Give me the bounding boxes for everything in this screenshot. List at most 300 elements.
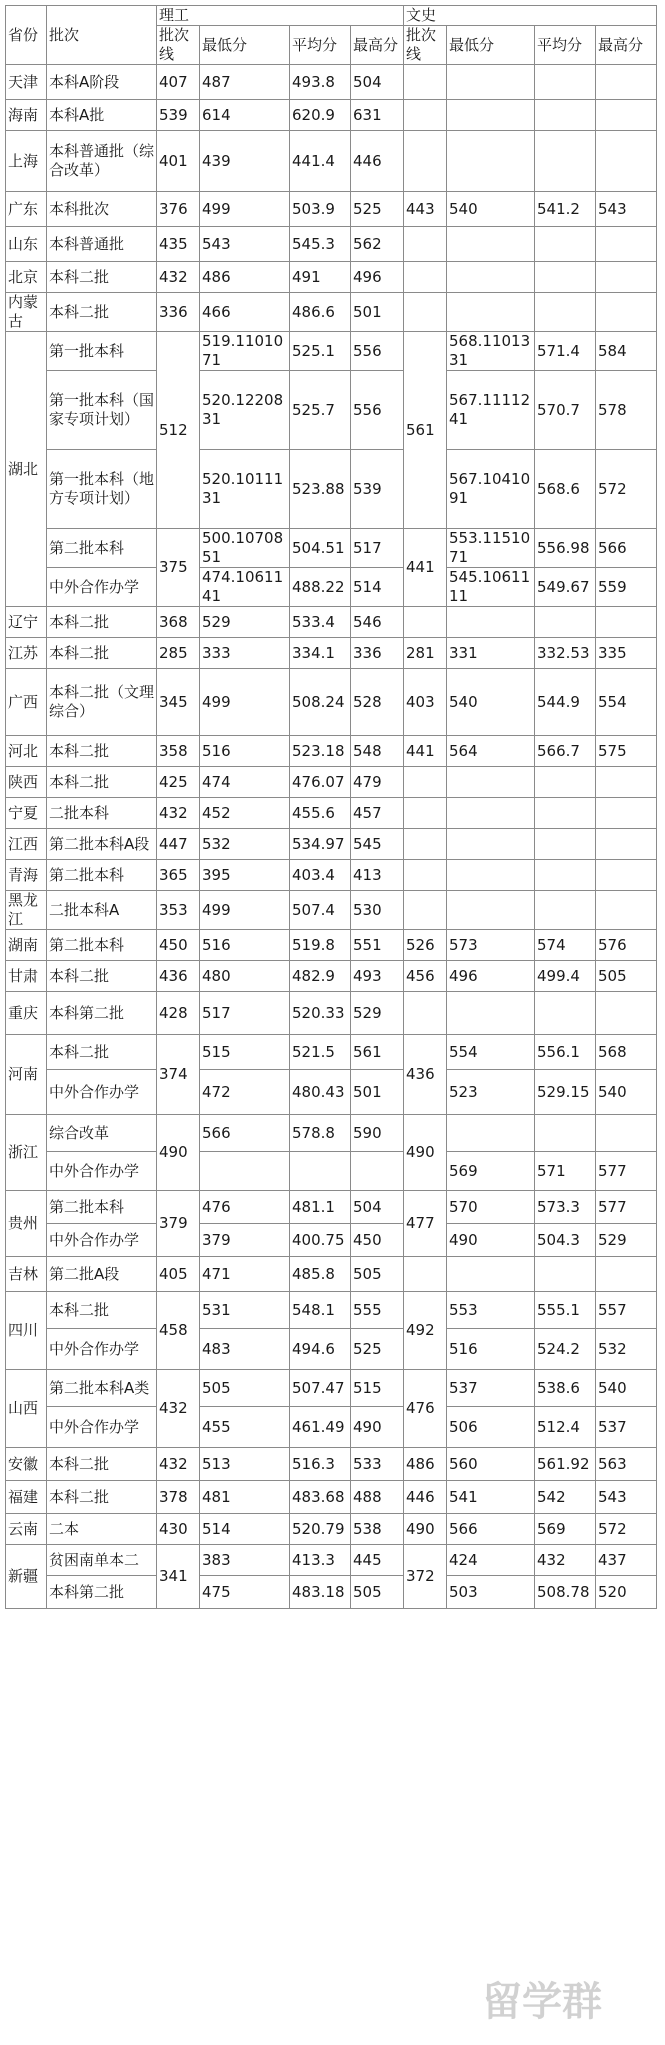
cell-batch: 本科二批 (47, 1448, 157, 1481)
cell-province: 吉林 (6, 1257, 47, 1292)
cell-sci-line: 345 (157, 669, 200, 736)
watermark-logo (437, 1973, 647, 2033)
cell-lib-avg: 544.9 (535, 669, 596, 736)
cell-lib-max: 537 (596, 1407, 657, 1448)
header-batch: 批次 (47, 6, 157, 65)
cell-lib-min (447, 992, 535, 1035)
cell-batch: 本科二批 (47, 767, 157, 798)
cell-lib-min: 553.1151071 (447, 529, 535, 568)
cell-sci-avg: 413.3 (290, 1545, 351, 1576)
cell-lib-max (596, 829, 657, 860)
cell-sci-min: 475 (200, 1576, 290, 1609)
cell-lib-min (447, 767, 535, 798)
cell-province: 河南 (6, 1035, 47, 1115)
cell-lib-avg: 549.67 (535, 568, 596, 607)
cell-lib-min: 331 (447, 638, 535, 669)
cell-sci-line: 341 (157, 1545, 200, 1609)
cell-batch: 第二批本科A段 (47, 829, 157, 860)
cell-sci-max: 517 (351, 529, 404, 568)
table-row (6, 1035, 657, 1070)
cell-sci-avg: 486.6 (290, 293, 351, 332)
cell-sci-line: 407 (157, 65, 200, 100)
cell-sci-min: 515 (200, 1035, 290, 1070)
cell-batch: 本科批次 (47, 192, 157, 227)
table-row (6, 829, 657, 860)
cell-sci-line: 490 (157, 1115, 200, 1191)
cell-sci-min: 543 (200, 227, 290, 262)
header-science: 理工 (157, 6, 404, 26)
cell-sci-min: 487 (200, 65, 290, 100)
cell-sci-avg: 503.9 (290, 192, 351, 227)
cell-lib-max: 566 (596, 529, 657, 568)
cell-sci-avg: 504.51 (290, 529, 351, 568)
cell-lib-avg (535, 829, 596, 860)
cell-sci-max: 548 (351, 736, 404, 767)
cell-lib-min: 573 (447, 930, 535, 961)
table-row (6, 607, 657, 638)
table-row (6, 1191, 657, 1224)
cell-sci-min: 513 (200, 1448, 290, 1481)
cell-sci-max: 590 (351, 1115, 404, 1152)
cell-lib-max: 557 (596, 1292, 657, 1329)
cell-sci-avg: 494.6 (290, 1329, 351, 1370)
cell-lib-min: 424 (447, 1545, 535, 1576)
cell-sci-avg: 519.8 (290, 930, 351, 961)
cell-sci-avg: 482.9 (290, 961, 351, 992)
cell-sci-line: 432 (157, 798, 200, 829)
cell-lib-avg: 541.2 (535, 192, 596, 227)
cell-sci-avg: 476.07 (290, 767, 351, 798)
cell-batch: 第二批本科 (47, 529, 157, 568)
cell-sci-line: 512 (157, 332, 200, 529)
cell-lib-min: 554 (447, 1035, 535, 1070)
cell-lib-min: 566 (447, 1514, 535, 1545)
cell-sci-avg: 525.7 (290, 371, 351, 450)
cell-lib-min: 537 (447, 1370, 535, 1407)
cell-lib-min (447, 607, 535, 638)
cell-sci-max: 457 (351, 798, 404, 829)
cell-batch: 第二批本科 (47, 930, 157, 961)
cell-lib-line: 490 (404, 1115, 447, 1191)
cell-lib-line (404, 798, 447, 829)
cell-sci-min: 383 (200, 1545, 290, 1576)
cell-lib-max: 554 (596, 669, 657, 736)
cell-lib-min (447, 293, 535, 332)
cell-sci-max: 525 (351, 1329, 404, 1370)
cell-lib-max: 575 (596, 736, 657, 767)
cell-lib-avg (535, 65, 596, 100)
cell-sci-max: 555 (351, 1292, 404, 1329)
cell-sci-line: 353 (157, 891, 200, 930)
table-row (6, 1481, 657, 1514)
cell-sci-line: 432 (157, 1370, 200, 1448)
cell-province: 四川 (6, 1292, 47, 1370)
cell-sci-avg: 545.3 (290, 227, 351, 262)
cell-sci-min: 466 (200, 293, 290, 332)
table-row (6, 1115, 657, 1152)
cell-sci-min: 395 (200, 860, 290, 891)
cell-lib-min: 516 (447, 1329, 535, 1370)
cell-province: 内蒙古 (6, 293, 47, 332)
cell-lib-max: 532 (596, 1329, 657, 1370)
table-row (6, 293, 657, 332)
table-row (6, 529, 657, 568)
cell-sci-max: 501 (351, 1070, 404, 1115)
cell-sci-line: 436 (157, 961, 200, 992)
cell-sci-avg: 620.9 (290, 100, 351, 131)
cell-lib-line: 281 (404, 638, 447, 669)
cell-batch: 本科二批 (47, 293, 157, 332)
cell-lib-line: 492 (404, 1292, 447, 1370)
cell-batch: 本科二批 (47, 736, 157, 767)
cell-lib-max: 572 (596, 450, 657, 529)
table-row (6, 669, 657, 736)
cell-lib-avg: 570.7 (535, 371, 596, 450)
cell-lib-max (596, 1115, 657, 1152)
cell-sci-avg: 483.68 (290, 1481, 351, 1514)
cell-sci-min (200, 1152, 290, 1191)
cell-sci-avg: 493.8 (290, 65, 351, 100)
cell-lib-avg: 568.6 (535, 450, 596, 529)
cell-lib-avg: 512.4 (535, 1407, 596, 1448)
cell-province: 天津 (6, 65, 47, 100)
cell-batch: 第二批本科A类 (47, 1370, 157, 1407)
cell-batch: 贫困南单本二 (47, 1545, 157, 1576)
cell-sci-line: 285 (157, 638, 200, 669)
cell-lib-avg: 574 (535, 930, 596, 961)
cell-batch: 第二批本科 (47, 860, 157, 891)
cell-lib-avg (535, 992, 596, 1035)
cell-sci-min: 532 (200, 829, 290, 860)
cell-batch: 中外合作办学 (47, 1407, 157, 1448)
cell-lib-avg: 332.53 (535, 638, 596, 669)
cell-sci-avg: 480.43 (290, 1070, 351, 1115)
cell-sci-avg: 483.18 (290, 1576, 351, 1609)
cell-sci-min: 452 (200, 798, 290, 829)
cell-lib-avg: 561.92 (535, 1448, 596, 1481)
cell-lib-line (404, 100, 447, 131)
cell-lib-min: 567.1041091 (447, 450, 535, 529)
cell-sci-min: 499 (200, 669, 290, 736)
cell-province: 湖北 (6, 332, 47, 607)
cell-lib-line (404, 1257, 447, 1292)
cell-batch: 综合改革 (47, 1115, 157, 1152)
cell-lib-max: 505 (596, 961, 657, 992)
cell-sci-min: 379 (200, 1224, 290, 1257)
cell-batch: 本科二批 (47, 607, 157, 638)
header-sci-avg: 平均分 (290, 26, 351, 65)
cell-sci-line: 425 (157, 767, 200, 798)
cell-lib-min: 545.1061111 (447, 568, 535, 607)
cell-sci-max: 561 (351, 1035, 404, 1070)
cell-sci-avg: 525.1 (290, 332, 351, 371)
cell-sci-max: 528 (351, 669, 404, 736)
cell-sci-line: 430 (157, 1514, 200, 1545)
cell-province: 上海 (6, 131, 47, 192)
cell-lib-min (447, 860, 535, 891)
cell-lib-max (596, 891, 657, 930)
cell-sci-max: 496 (351, 262, 404, 293)
table-row (6, 1576, 657, 1609)
cell-lib-min (447, 891, 535, 930)
table-row (6, 371, 657, 450)
cell-sci-max: 490 (351, 1407, 404, 1448)
table-row (6, 1224, 657, 1257)
cell-sci-max: 556 (351, 332, 404, 371)
cell-sci-avg: 400.75 (290, 1224, 351, 1257)
cell-lib-line: 436 (404, 1035, 447, 1115)
cell-lib-min: 541 (447, 1481, 535, 1514)
cell-lib-line (404, 992, 447, 1035)
cell-lib-max: 540 (596, 1370, 657, 1407)
cell-batch: 第一批本科 (47, 332, 157, 371)
cell-lib-avg (535, 767, 596, 798)
cell-lib-line (404, 293, 447, 332)
cell-lib-min: 569 (447, 1152, 535, 1191)
cell-lib-max: 520 (596, 1576, 657, 1609)
cell-lib-avg (535, 293, 596, 332)
cell-sci-max: 450 (351, 1224, 404, 1257)
table-row (6, 1152, 657, 1191)
cell-batch: 本科二批 (47, 262, 157, 293)
table-row (6, 131, 657, 192)
cell-lib-avg: 504.3 (535, 1224, 596, 1257)
cell-lib-line: 456 (404, 961, 447, 992)
cell-batch: 中外合作办学 (47, 1329, 157, 1370)
cell-lib-min: 553 (447, 1292, 535, 1329)
cell-lib-line: 490 (404, 1514, 447, 1545)
cell-sci-avg: 521.5 (290, 1035, 351, 1070)
cell-province: 贵州 (6, 1191, 47, 1257)
cell-sci-max: 515 (351, 1370, 404, 1407)
cell-sci-min: 529 (200, 607, 290, 638)
table-row (6, 568, 657, 607)
cell-lib-line: 372 (404, 1545, 447, 1609)
cell-lib-line: 526 (404, 930, 447, 961)
cell-sci-avg: 334.1 (290, 638, 351, 669)
cell-lib-max (596, 262, 657, 293)
cell-lib-max: 437 (596, 1545, 657, 1576)
cell-lib-min: 523 (447, 1070, 535, 1115)
cell-sci-line: 375 (157, 529, 200, 607)
cell-sci-avg: 441.4 (290, 131, 351, 192)
cell-sci-max: 479 (351, 767, 404, 798)
cell-lib-max (596, 860, 657, 891)
cell-sci-max: 504 (351, 65, 404, 100)
header-sci-line: 批次线 (157, 26, 200, 65)
cell-lib-avg: 432 (535, 1545, 596, 1576)
cell-batch: 第一批本科（地方专项计划） (47, 450, 157, 529)
cell-sci-line: 401 (157, 131, 200, 192)
table-row (6, 1257, 657, 1292)
cell-lib-avg: 566.7 (535, 736, 596, 767)
cell-lib-max: 572 (596, 1514, 657, 1545)
cell-batch: 二本 (47, 1514, 157, 1545)
cell-sci-line: 378 (157, 1481, 200, 1514)
cell-lib-line (404, 262, 447, 293)
cell-lib-max: 559 (596, 568, 657, 607)
cell-lib-min (447, 100, 535, 131)
cell-sci-line: 376 (157, 192, 200, 227)
cell-lib-avg: 508.78 (535, 1576, 596, 1609)
cell-lib-avg: 571.4 (535, 332, 596, 371)
cell-sci-min: 439 (200, 131, 290, 192)
cell-sci-min: 520.1220831 (200, 371, 290, 450)
cell-lib-max: 577 (596, 1191, 657, 1224)
header-lib-line: 批次线 (404, 26, 447, 65)
cell-batch: 本科普通批（综合改革） (47, 131, 157, 192)
cell-province: 广西 (6, 669, 47, 736)
cell-province: 青海 (6, 860, 47, 891)
cell-lib-avg (535, 891, 596, 930)
cell-sci-max: 525 (351, 192, 404, 227)
cell-batch: 中外合作办学 (47, 568, 157, 607)
cell-lib-avg: 571 (535, 1152, 596, 1191)
cell-province: 云南 (6, 1514, 47, 1545)
cell-sci-max: 562 (351, 227, 404, 262)
cell-sci-max: 505 (351, 1576, 404, 1609)
cell-lib-line: 486 (404, 1448, 447, 1481)
cell-sci-avg: 520.79 (290, 1514, 351, 1545)
table-row (6, 1407, 657, 1448)
table-row (6, 262, 657, 293)
cell-sci-max: 501 (351, 293, 404, 332)
cell-lib-avg (535, 1115, 596, 1152)
cell-lib-line (404, 65, 447, 100)
cell-sci-min: 499 (200, 891, 290, 930)
cell-lib-line: 441 (404, 529, 447, 607)
cell-batch: 本科A批 (47, 100, 157, 131)
table-row (6, 930, 657, 961)
cell-sci-max: 505 (351, 1257, 404, 1292)
cell-lib-min: 506 (447, 1407, 535, 1448)
cell-sci-min: 500.1070851 (200, 529, 290, 568)
cell-sci-max: 538 (351, 1514, 404, 1545)
cell-province: 海南 (6, 100, 47, 131)
cell-lib-max: 543 (596, 192, 657, 227)
cell-lib-min (447, 65, 535, 100)
table-row (6, 638, 657, 669)
table-row (6, 798, 657, 829)
watermark-text: 留学群 (482, 1979, 602, 2025)
cell-sci-min: 483 (200, 1329, 290, 1370)
cell-sci-avg: 461.49 (290, 1407, 351, 1448)
cell-sci-line: 458 (157, 1292, 200, 1370)
cell-batch: 第二批A段 (47, 1257, 157, 1292)
cell-sci-line: 368 (157, 607, 200, 638)
cell-sci-min: 516 (200, 930, 290, 961)
cell-province: 湖南 (6, 930, 47, 961)
cell-sci-min: 474 (200, 767, 290, 798)
table-row (6, 1070, 657, 1115)
cell-lib-line: 476 (404, 1370, 447, 1448)
cell-batch: 二批本科A (47, 891, 157, 930)
cell-sci-max: 556 (351, 371, 404, 450)
cell-lib-avg: 555.1 (535, 1292, 596, 1329)
cell-province: 辽宁 (6, 607, 47, 638)
cell-province: 山东 (6, 227, 47, 262)
cell-sci-line: 365 (157, 860, 200, 891)
cell-lib-max (596, 767, 657, 798)
cell-lib-max (596, 131, 657, 192)
cell-sci-avg: 507.47 (290, 1370, 351, 1407)
table-row (6, 961, 657, 992)
cell-sci-avg: 523.18 (290, 736, 351, 767)
cell-lib-max: 563 (596, 1448, 657, 1481)
cell-lib-max: 568 (596, 1035, 657, 1070)
table-row (6, 992, 657, 1035)
cell-lib-min: 568.1101331 (447, 332, 535, 371)
cell-batch: 本科二批 (47, 1481, 157, 1514)
header-sci-min: 最低分 (200, 26, 290, 65)
cell-sci-avg: 488.22 (290, 568, 351, 607)
header-province: 省份 (6, 6, 47, 65)
cell-lib-avg: 538.6 (535, 1370, 596, 1407)
table-row (6, 1448, 657, 1481)
cell-lib-max: 543 (596, 1481, 657, 1514)
cell-lib-avg (535, 1257, 596, 1292)
cell-sci-avg: 578.8 (290, 1115, 351, 1152)
cell-sci-min: 499 (200, 192, 290, 227)
cell-lib-min: 490 (447, 1224, 535, 1257)
cell-sci-min: 531 (200, 1292, 290, 1329)
cell-batch: 本科二批（文理综合） (47, 669, 157, 736)
cell-lib-line: 441 (404, 736, 447, 767)
cell-sci-max: 530 (351, 891, 404, 930)
cell-sci-min: 333 (200, 638, 290, 669)
cell-lib-avg: 573.3 (535, 1191, 596, 1224)
cell-lib-min (447, 798, 535, 829)
table-row (6, 1514, 657, 1545)
cell-sci-line: 374 (157, 1035, 200, 1115)
cell-sci-max: 539 (351, 450, 404, 529)
cell-lib-avg: 542 (535, 1481, 596, 1514)
cell-lib-avg (535, 131, 596, 192)
table-row (6, 1545, 657, 1576)
table-row (6, 100, 657, 131)
cell-sci-avg: 548.1 (290, 1292, 351, 1329)
cell-lib-min (447, 829, 535, 860)
cell-batch: 本科二批 (47, 638, 157, 669)
cell-sci-min: 486 (200, 262, 290, 293)
cell-lib-line (404, 227, 447, 262)
header-sci-max: 最高分 (351, 26, 404, 65)
cell-sci-min: 471 (200, 1257, 290, 1292)
cell-sci-max (351, 1152, 404, 1191)
cell-lib-min: 560 (447, 1448, 535, 1481)
cell-lib-avg: 556.1 (535, 1035, 596, 1070)
cell-sci-avg: 491 (290, 262, 351, 293)
table-row (6, 332, 657, 371)
score-table (5, 5, 657, 1609)
cell-province: 北京 (6, 262, 47, 293)
cell-sci-avg (290, 1152, 351, 1191)
cell-lib-max: 578 (596, 371, 657, 450)
header-liberal: 文史 (404, 6, 657, 26)
table-row (6, 1329, 657, 1370)
cell-sci-max: 533 (351, 1448, 404, 1481)
cell-province: 甘肃 (6, 961, 47, 992)
cell-batch: 中外合作办学 (47, 1224, 157, 1257)
cell-sci-max: 545 (351, 829, 404, 860)
cell-lib-line: 561 (404, 332, 447, 529)
cell-sci-min: 472 (200, 1070, 290, 1115)
cell-lib-line (404, 607, 447, 638)
header-lib-min: 最低分 (447, 26, 535, 65)
cell-lib-avg (535, 860, 596, 891)
cell-lib-line (404, 131, 447, 192)
cell-sci-line: 358 (157, 736, 200, 767)
